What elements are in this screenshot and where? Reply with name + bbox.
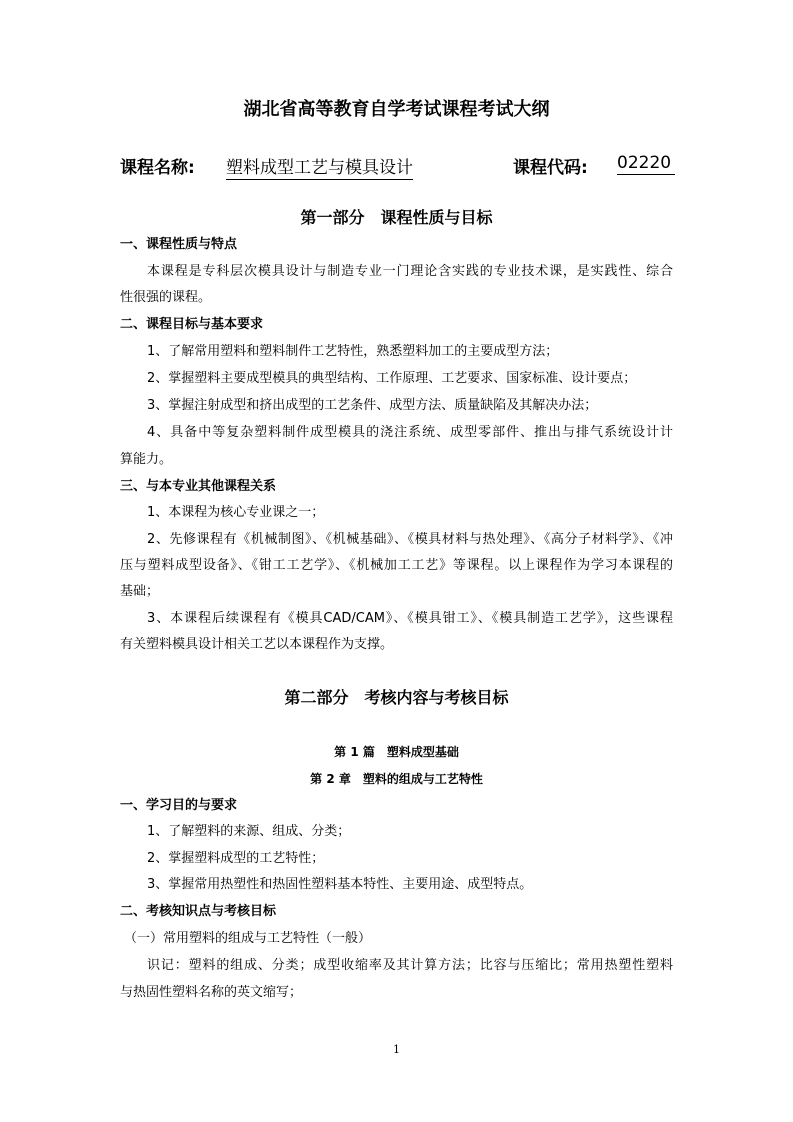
text-line: 1、了解常用塑料和塑料制件工艺特性，熟悉塑料加工的主要成型方法；: [147, 344, 559, 359]
text-line: 性很强的课程。: [120, 290, 212, 305]
section-heading: 二、考核知识点与考核目标: [120, 904, 277, 919]
chapter-heading: 第 1 篇 塑料成型基础: [334, 745, 459, 759]
page-number: 1: [393, 1043, 400, 1056]
text-line: 1、本课程为核心专业课之一；: [147, 505, 325, 520]
course-info: [120, 153, 673, 179]
part-heading: 第二部分 考核内容与考核目标: [284, 688, 509, 707]
text-line: 3、本课程后续课程有《模具CAD/CAM》、《模具钳工》、《模具制造工艺学》，这些课程: [147, 611, 673, 626]
course-name-label: 课程名称:: [120, 158, 195, 178]
text-line: 2、掌握塑料成型的工艺特性；: [147, 851, 325, 866]
text-line: （一）常用塑料的组成与工艺特性（一般）: [124, 931, 372, 946]
part-heading: 第一部分 课程性质与目标: [300, 208, 493, 227]
text-line: 3、掌握注射成型和挤出成型的工艺条件、成型方法、质量缺陷及其解决办法；: [147, 398, 598, 413]
section-heading: 一、课程性质与特点: [120, 237, 238, 252]
course-code-label: 课程代码:: [513, 158, 588, 178]
section-heading: 一、学习目的与要求: [120, 798, 238, 813]
text-line: 4、具备中等复杂塑料制件成型模具的浇注系统、成型零部件、推出与排气系统设计计: [147, 425, 673, 440]
section-heading: 三、与本专业其他课程关系: [120, 479, 277, 494]
text-line: 与热固性塑料名称的英文缩写；: [120, 985, 303, 1000]
text-line: 识记：塑料的组成、分类；成型收缩率及其计算方法；比容与压缩比；常用热塑性塑料: [147, 958, 673, 973]
chapter-heading: 第 2 章 塑料的组成与工艺特性: [310, 772, 483, 786]
document-title: 湖北省高等教育自学考试课程考试大纲: [243, 99, 550, 120]
text-line: 算能力。: [120, 452, 173, 467]
text-line: 基础；: [120, 584, 160, 599]
text-line: 有关塑料模具设计相关工艺以本课程作为支撑。: [120, 637, 394, 652]
section-heading: 二、课程目标与基本要求: [120, 317, 264, 332]
text-line: 2、掌握塑料主要成型模具的典型结构、工作原理、工艺要求、国家标准、设计要点；: [147, 371, 637, 386]
text-line: 2、先修课程有《机械制图》、《机械基础》、《模具材料与热处理》、《高分子材料学》、《冲: [147, 532, 673, 547]
text-line: 本课程是专科层次模具设计与制造专业一门理论含实践的专业技术课，是实践性、综合: [147, 264, 673, 279]
text-line: 3、掌握常用热塑性和热固性塑料基本特性、主要用途、成型特点。: [147, 877, 533, 892]
course-code-value: 02220: [617, 153, 675, 175]
text-line: 压与塑料成型设备》、《钳工工艺学》、《机械加工工艺》等课程。以上课程作为学习本课程的: [120, 558, 673, 573]
text-line: 1、了解塑料的来源、组成、分类；: [147, 824, 351, 839]
course-name-value: 塑料成型工艺与模具设计: [226, 153, 413, 180]
